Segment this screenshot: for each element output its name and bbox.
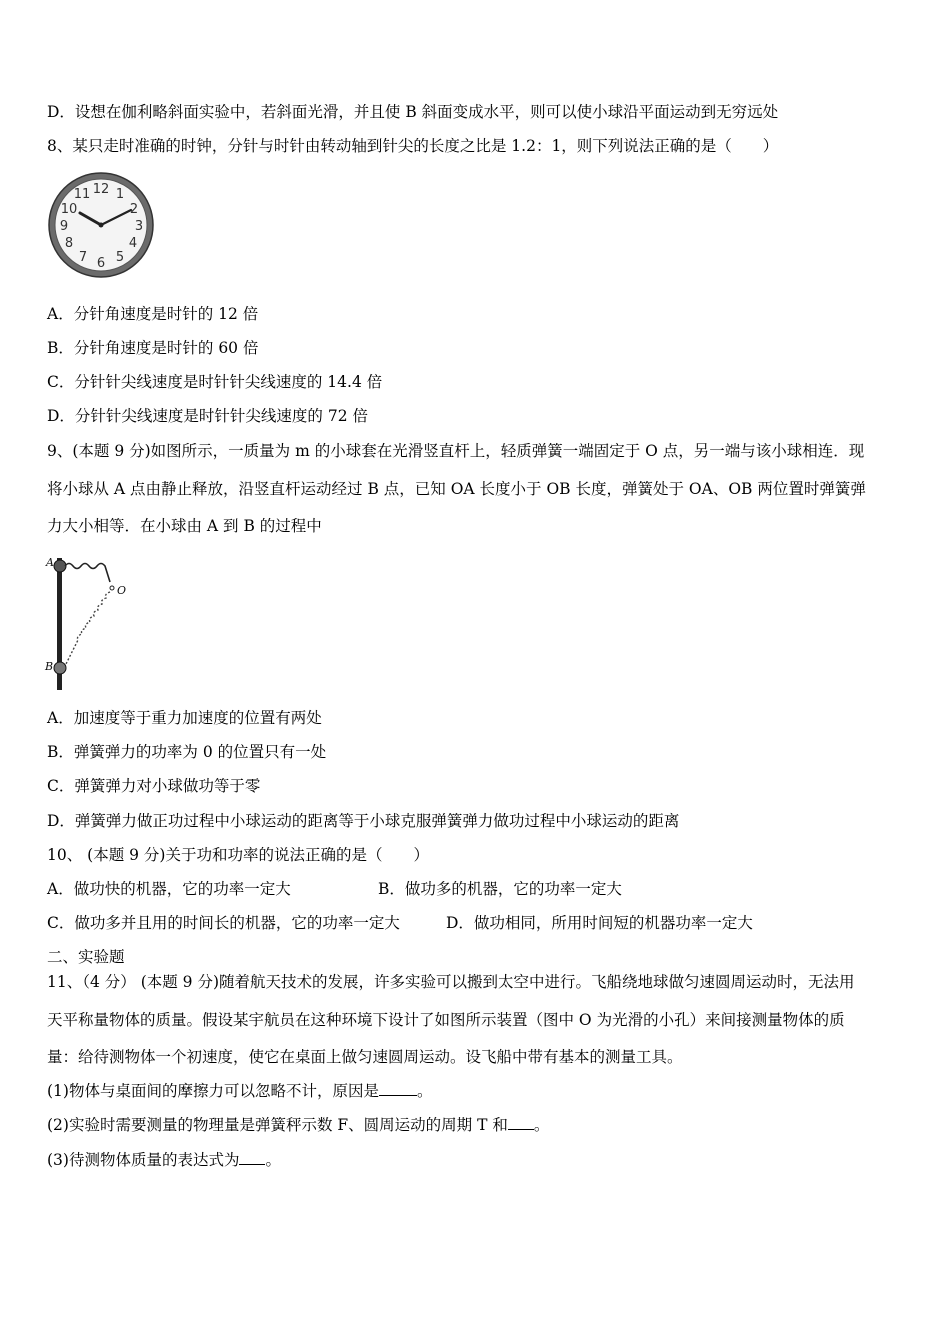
clock-number-1: 1 xyxy=(115,187,125,202)
q8-stem: 8、某只走时准确的时钟，分针与时针由转动轴到针尖的长度之比是 1.2：1，则下列说法正确的是（ ） xyxy=(47,137,779,155)
q10-option-a: A．做功快的机器，它的功率一定大 xyxy=(47,880,291,898)
q11-part1-blank[interactable] xyxy=(379,1081,417,1096)
q7-option-d: D．设想在伽利略斜面实验中，若斜面光滑，并且使 B 斜面变成水平，则可以使小球沿平面运动到无穷远处 xyxy=(47,103,779,121)
q11-part1-text: (1)物体与桌面间的摩擦力可以忽略不计，原因是 xyxy=(47,1082,379,1100)
q9-stem-line1: 9、(本题 9 分)如图所示，一质量为 m 的小球套在光滑竖直杆上，轻质弹簧一端固定于 O 点，另一端与该小球相连．现 xyxy=(47,442,865,460)
clock-number-3: 3 xyxy=(134,219,144,234)
fig-label-a: A xyxy=(46,556,54,569)
q11-part3-text: (3)待测物体质量的表达式为 xyxy=(47,1151,240,1169)
clock-number-9: 9 xyxy=(59,219,69,234)
q11-part1-end: 。 xyxy=(416,1082,433,1100)
q8-option-b: B．分针角速度是时针的 60 倍 xyxy=(47,339,259,357)
q11-part2-blank[interactable] xyxy=(508,1115,534,1130)
clock-figure xyxy=(46,170,156,280)
section-title: 二、实验题 xyxy=(47,948,125,966)
q8-option-c: C．分针针尖线速度是时针针尖线速度的 14.4 倍 xyxy=(47,373,383,391)
clock-number-7: 7 xyxy=(78,250,88,265)
q10-option-c: C．做功多并且用的时间长的机器，它的功率一定大 xyxy=(47,914,400,932)
q11-part2-text: (2)实验时需要测量的物理量是弹簧秤示数 F、圆周运动的周期 T 和 xyxy=(47,1116,508,1134)
q8-option-a: A．分针角速度是时针的 12 倍 xyxy=(47,305,259,323)
clock-number-8: 8 xyxy=(64,236,74,251)
q9-stem-line3: 力大小相等．在小球由 A 到 B 的过程中 xyxy=(47,517,322,535)
q11-part3 xyxy=(47,1150,281,1170)
q11-part2 xyxy=(47,1115,549,1135)
fig-label-o: O xyxy=(117,584,127,597)
q10-option-b: B．做功多的机器，它的功率一定大 xyxy=(378,880,622,898)
q9-option-c: C．弹簧弹力对小球做功等于零 xyxy=(47,777,261,795)
q10-option-d: D．做功相同，所用时间短的机器功率一定大 xyxy=(446,914,753,932)
q9-option-a: A．加速度等于重力加速度的位置有两处 xyxy=(47,709,322,727)
q11-part2-end: 。 xyxy=(533,1116,550,1134)
q11-stem-line2: 天平称量物体的质量。假设某宇航员在这种环境下设计了如图所示装置（图中 O 为光滑的小孔）来间接测量物体的质 xyxy=(47,1011,845,1029)
clock-number-10: 10 xyxy=(60,202,78,217)
q9-option-b: B．弹簧弹力的功率为 0 的位置只有一处 xyxy=(47,743,327,761)
q9-stem-line2: 将小球从 A 点由静止释放，沿竖直杆运动经过 B 点，已知 OA 长度小于 OB 长度，弹簧处于 OA、OB 两位置时弹簧弹 xyxy=(47,480,866,498)
q11-part3-blank[interactable] xyxy=(239,1150,265,1165)
clock-number-5: 5 xyxy=(115,250,125,265)
q9-option-d: D．弹簧弹力做正功过程中小球运动的距离等于小球克服弹簧弹力做功过程中小球运动的距离 xyxy=(47,812,680,830)
q11-stem-line3: 量：给待测物体一个初速度，使它在桌面上做匀速圆周运动。设飞船中带有基本的测量工具。 xyxy=(47,1048,683,1066)
q11-stem-line1: 11、（4 分） (本题 9 分)随着航天技术的发展，许多实验可以搬到太空中进行。飞船绕地球做匀速圆周运动时，无法用 xyxy=(47,973,855,991)
q8-option-d: D．分针针尖线速度是时针针尖线速度的 72 倍 xyxy=(47,407,369,425)
fig-label-b: B xyxy=(45,660,54,673)
clock-number-2: 2 xyxy=(129,202,139,217)
clock-number-4: 4 xyxy=(128,236,138,251)
spring-rod-figure xyxy=(44,552,134,692)
q11-part3-end: 。 xyxy=(265,1151,281,1169)
q10-stem: 10、 (本题 9 分)关于功和功率的说法正确的是（ ） xyxy=(47,846,429,864)
clock-number-6: 6 xyxy=(96,256,106,271)
q11-part1 xyxy=(47,1081,432,1101)
clock-number-11: 11 xyxy=(73,187,91,202)
clock-number-12: 12 xyxy=(92,182,110,197)
